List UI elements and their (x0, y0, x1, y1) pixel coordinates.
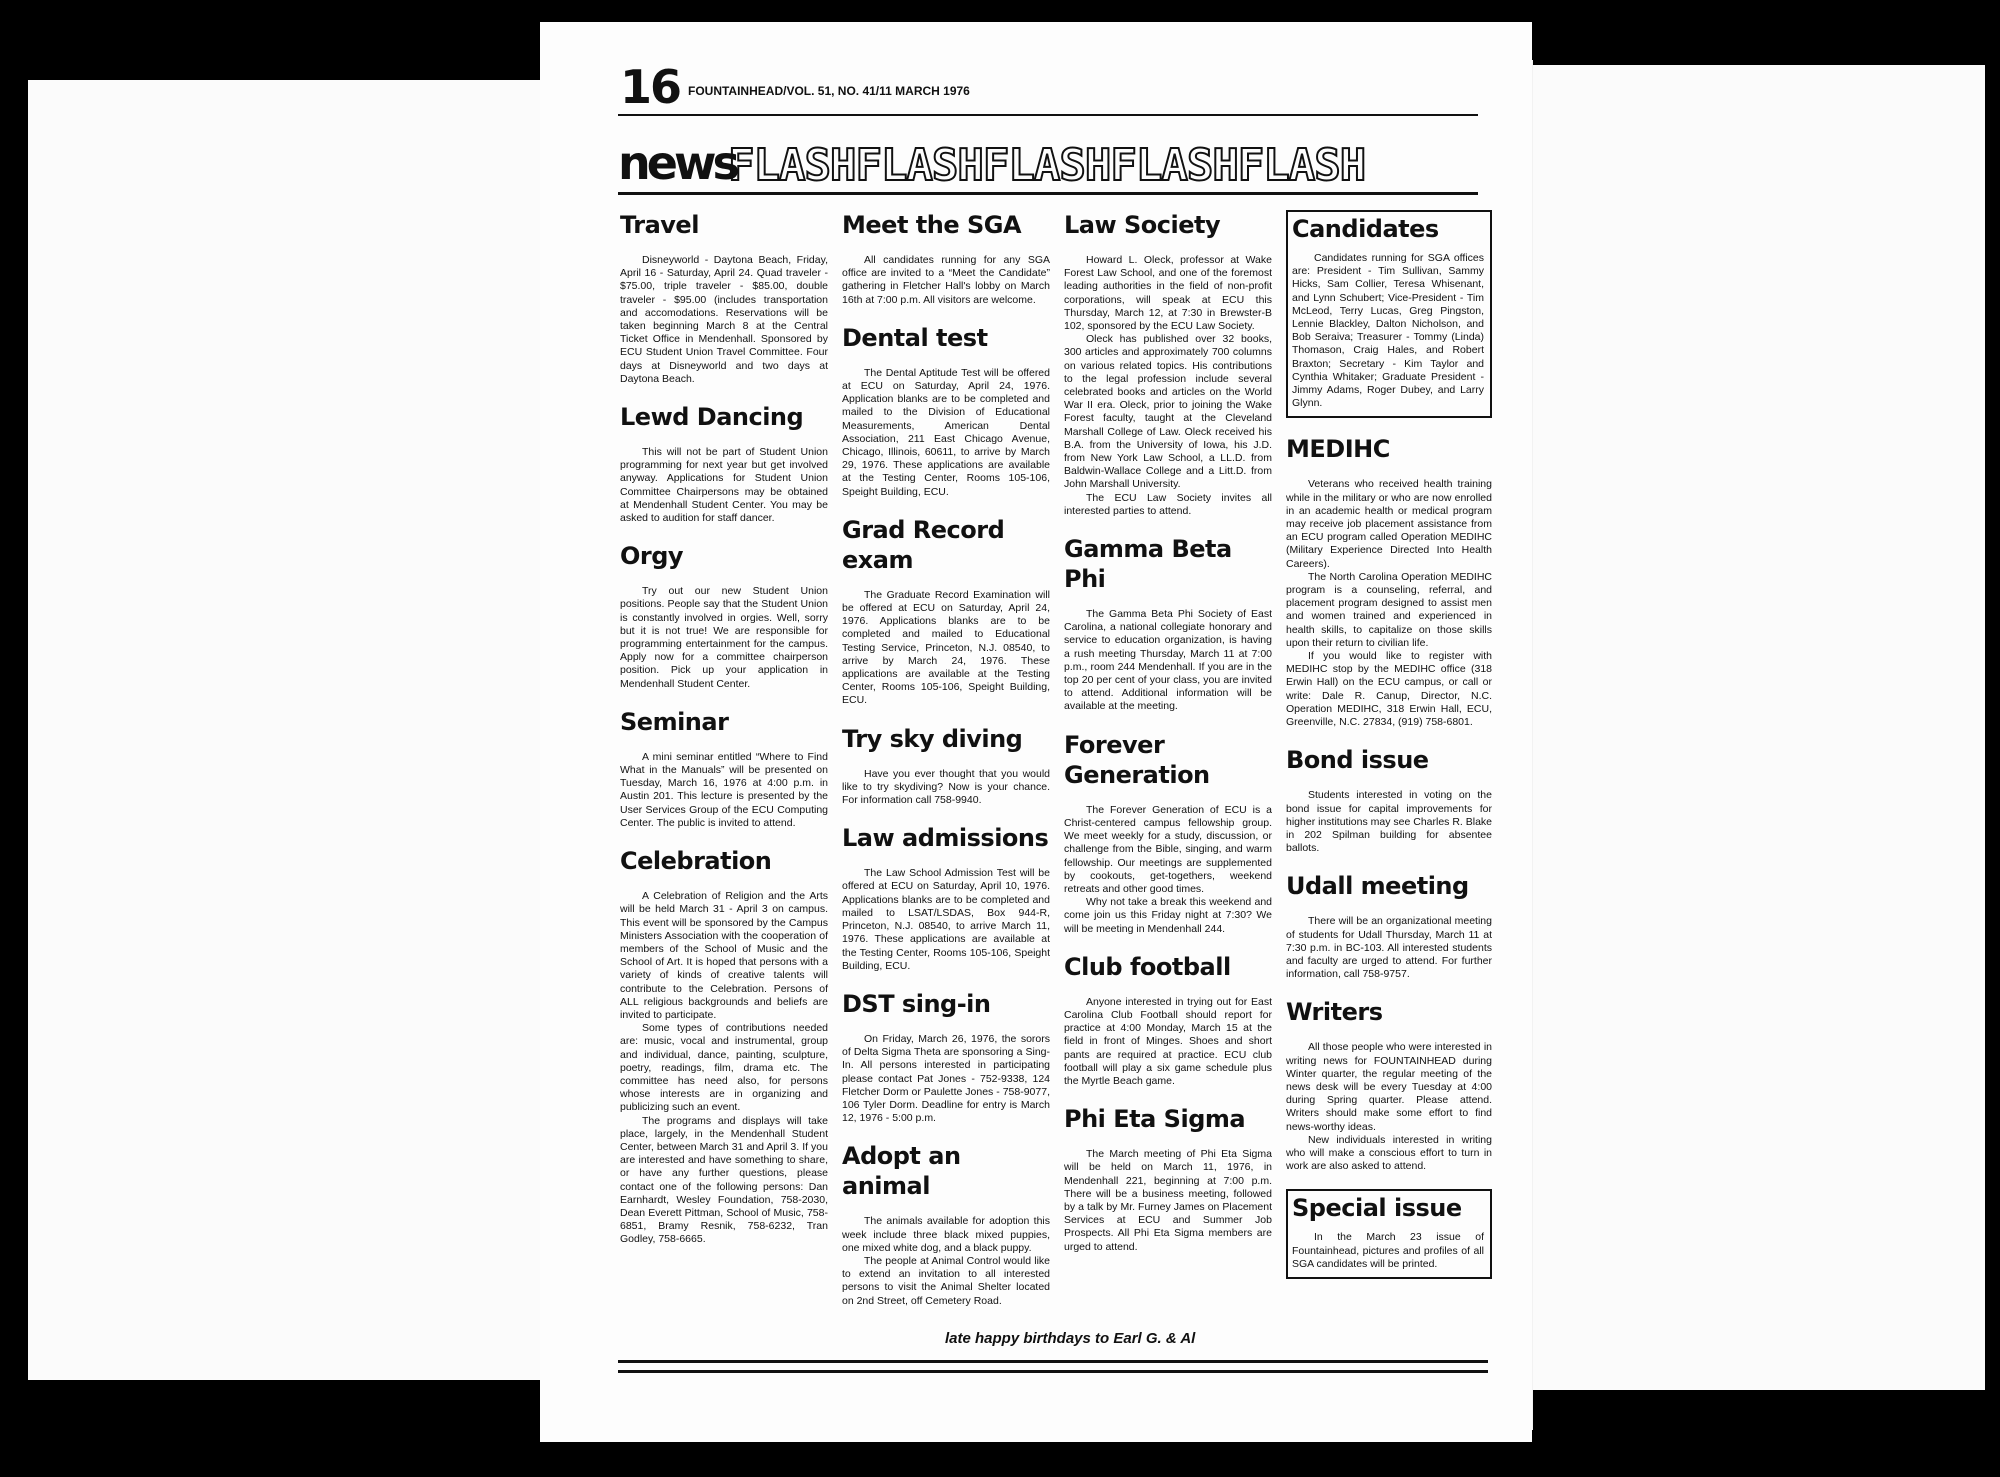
article (842, 210, 1050, 307)
article-title: MEDIHC (1286, 435, 1390, 464)
article-paragraph: Have you ever thought that you would like to try skydiving? Now is your chance. For information call 758-9940. (842, 767, 1050, 807)
article (842, 724, 1050, 808)
article-paragraph: Veterans who received health training while in the military or who are now enrolled in an academic health or medical program may receive job placement assistance from an ECU program called Operation MEDIHC (Military Experience Directed Into Health Careers). (1286, 478, 1492, 570)
article-title: Orgy (620, 542, 684, 571)
article-paragraph: The North Carolina Operation MEDIHC program is a counseling, referral, and placement program designed to assist men and women trained and experienced in health skills, to capitalize on those skills upon their return to civilian life. (1286, 570, 1492, 649)
article-paragraph: All candidates running for any SGA office are invited to a “Meet the Candidate” gathering in Fletcher Hall's lobby on March 16th at 7:00 p.m. All visitors are welcome. (842, 254, 1050, 306)
article (620, 402, 828, 525)
masthead-rule (618, 192, 1478, 195)
column-2 (842, 210, 1050, 1324)
article (1286, 1189, 1492, 1279)
birthday-note: late happy birthdays to Earl G. & Al (945, 1330, 1196, 1347)
article-paragraph: The programs and displays will take place, largely, in the Mendenhall Student Center, between March 31 and April 3. If you are interested and have something to share, or have any further questions, please contact one of the following persons: Dan Earnhardt, Wesley Foundation, 758-2030, Dean Everett Pittman, School of Music, 758-6851, Bramy Resnik, 758-6232, Tran Godley, 758-6665. (620, 1114, 828, 1246)
article-title: Dental test (842, 323, 988, 352)
article-title: Club football (1064, 952, 1231, 981)
article-title: Travel (620, 211, 699, 239)
article (1064, 534, 1272, 714)
article (620, 707, 828, 830)
article-paragraph: The March meeting of Phi Eta Sigma will be held on March 11, 1976, in Mendenhall 221, beginning at 7:00 p.m. There will be a business meeting, followed by a talk by Mr. Furney James on Placement Services at ECU and Summer Job Prospects. All Phi Eta Sigma members are urged to attend. (1064, 1148, 1272, 1253)
article-paragraph: The Gamma Beta Phi Society of East Carolina, a national collegiate honorary and service to education organization, is having a rush meeting Thursday, March 11 at 7:00 p.m., room 244 Mendenhall. If you are in the top 20 per cent of your class, you are invited to attend. Additional information will be available at the meeting. (1064, 608, 1272, 713)
article-paragraph: If you would like to register with MEDIHC stop by the MEDIHC office (318 Erwin Hall) on the ECU campus, or call or write: Dale R. Canup, Director, N.C. Operation MEDIHC, 318 Erwin Hall, ECU, Greenville, N.C. 27834, (919) 758-6801. (1286, 650, 1492, 729)
article-title: Meet the SGA (842, 211, 1022, 239)
article (1064, 1104, 1272, 1254)
article-title: Writers (1286, 998, 1383, 1027)
article-paragraph: The Forever Generation of ECU is a Christ-centered campus fellowship group. We meet weekly for a study, discussion, or challenge from the Bible, singing, and warm fellowship. Our meetings are supplemented by cookouts, get-togethers, weekend retreats and other good times. (1064, 803, 1272, 895)
article-title: Gamma Beta Phi (1064, 535, 1232, 594)
footer-rule-top (618, 1360, 1488, 1363)
column-3 (1064, 210, 1272, 1270)
header-rule (618, 114, 1478, 116)
article-title: Grad Record exam (842, 515, 1005, 574)
article (842, 989, 1050, 1125)
column-1 (620, 210, 828, 1263)
newspaper-page (540, 22, 1532, 1442)
article (620, 846, 828, 1246)
article-title: Bond issue (1286, 746, 1429, 775)
article-title: Seminar (620, 707, 729, 736)
article-paragraph: A mini seminar entitled “Where to Find What in the Manuals” will be presented on Tuesday, March 16, 1976 at 4:00 p.m. in Austin 201. This lecture is presented by the User Services Group of the ECU Computing Center. The public is invited to attend. (620, 750, 828, 829)
masthead (618, 136, 1518, 195)
article-title: Law admissions (842, 824, 1049, 853)
article-title: Special issue (1292, 1194, 1462, 1223)
article-title: Law Society (1064, 211, 1221, 239)
page-number: 16 (620, 60, 681, 114)
article-paragraph: All those people who were interested in writing news for FOUNTAINHEAD during Winter quarter, the regular meeting of the news desk will be every Tuesday at 4:00 during Spring quarter. Please attend. Writers should make some effort to find news-worthy ideas. (1286, 1041, 1492, 1133)
article-title: Adopt an animal (842, 1142, 961, 1201)
article-paragraph: Anyone interested in trying out for East Carolina Club Football should report for practice at 4:00 Monday, March 15 at the field in front of Minges. Shoes and short pants are required at practice. ECU club football will play a six game schedule plus the Myrtle Beach game. (1064, 995, 1272, 1087)
article-paragraph: On Friday, March 26, 1976, the sorors of Delta Sigma Theta are sponsoring a Sing-In. All persons interested in participating please contact Pat Jones - 752-9338, 124 Fletcher Dorm or Paulette Jones - 758-9077, 106 Tyler Dorm. Deadline for entry is March 12, 1976 - 5:00 p.m. (842, 1032, 1050, 1125)
article-title: DST sing-in (842, 989, 991, 1018)
issue-line: FOUNTAINHEAD/VOL. 51, NO. 41/11 MARCH 1976 (688, 84, 970, 98)
article-title: Udall meeting (1286, 872, 1469, 901)
article-title: Celebration (620, 847, 772, 876)
article (1286, 871, 1492, 981)
article-paragraph: The animals available for adoption this week include three black mixed puppies, one mixed white dog, and a black puppy. (842, 1215, 1050, 1254)
footer-rule-bottom (618, 1370, 1488, 1373)
masthead-flash: FLASHFLASHFLASHFLASHFLASH (728, 140, 1366, 191)
article-title: Candidates (1292, 215, 1439, 243)
article-paragraph: The ECU Law Society invites all interested parties to attend. (1064, 491, 1272, 517)
article (620, 210, 828, 386)
article-title: Forever Generation (1064, 730, 1210, 789)
column-4 (1286, 210, 1492, 1295)
article (1064, 952, 1272, 1088)
article (1286, 745, 1492, 855)
article-paragraph: A Celebration of Religion and the Arts will be held March 31 - April 3 on campus. This event will be sponsored by the Campus Ministers Association with the cooperation of members of the School of Music and the School of Art. It is hoped that persons with a variety of kinds of creative talents will contribute to the Celebration. Persons of ALL religious backgrounds and beliefs are invited to participate. (620, 890, 828, 1021)
article-paragraph: Disneyworld - Daytona Beach, Friday, April 16 - Saturday, April 24. Quad traveler - $75.00, triple traveler - $85.00, double traveler - $95.00 (includes transportation and accomodations. Reservations will be taken beginning March 8 at the Central Ticket Office in Mendenhall. Sponsored by ECU Student Union Travel Committee. Four days at Disneyworld and two days at Daytona Beach. (620, 254, 828, 385)
article-paragraph: Students interested in voting on the bond issue for capital improvements for higher institutions may see Charles R. Blake in 202 Spilman building for absentee ballots. (1286, 789, 1493, 855)
article-paragraph: The Graduate Record Examination will be offered at ECU on Saturday, April 24, 1976. Applications blanks are to be completed and mailed to Educational Testing Service, Princeton, N.J. 08540, to arrive by March 24, 1976. These applications are available at the Testing Center, Rooms 105-106, Speight Building, ECU. (842, 588, 1050, 707)
article-paragraph: Some types of contributions needed are: music, vocal and instrumental, group and individual, dance, painting, sculpture, poetry, readings, film, drama etc. The committee has need also, for persons whose interests are in organizing and publicizing such an event. (620, 1022, 828, 1114)
article (1286, 434, 1492, 729)
article (1286, 997, 1492, 1173)
article-paragraph: This will not be part of Student Union programming for next year but get involved anyway. Applications for Student Union Committee Chairpersons may be obtained at Mendenhall Student Center. You may be asked to audition for staff dancer. (620, 446, 828, 525)
article-title: Phi Eta Sigma (1064, 1105, 1246, 1134)
article-paragraph: The Dental Aptitude Test will be offered at ECU on Saturday, April 24, 1976. Application blanks are to be completed and mailed to the Division of Educational Measurements, American Dental Association, 211 East Chicago Avenue, Chicago, Illinois, 60611, to arrive by March 29, 1976. These applications are available at the Testing Center, Rooms 105-106, Speight Building, ECU. (842, 366, 1050, 498)
article-paragraph: In the March 23 issue of Fountainhead, pictures and profiles of all SGA candidates will be printed. (1292, 1231, 1484, 1270)
article-paragraph: Howard L. Oleck, professor at Wake Forest Law School, and one of the foremost leading authorities in the field of non-profit corporations, will speak at ECU this Thursday, March 12, at 7:30 in Brewster-B 102, sponsored by the ECU Law Society. (1064, 254, 1272, 333)
article-paragraph: New individuals interested in writing who will make a conscious effort to turn in work are also asked to attend. (1286, 1133, 1492, 1173)
article (1286, 210, 1492, 418)
article-paragraph: There will be an organizational meeting of students for Udall Thursday, March 11 at 7:30 p.m. in BC-103. All interested students and faculty are urged to attend. For further information, call 758-9757. (1286, 915, 1492, 981)
background-sheet-right (1470, 65, 1985, 1390)
article (842, 823, 1050, 973)
article-paragraph: Oleck has published over 32 books, 300 articles and approximately 700 columns on various related topics. His contributions to the legal profession include several celebrated books and articles on the World War II era. Oleck, prior to joining the Wake Forest faculty, taught at the Cleveland Marshall College of Law. Oleck received his B.A. from the University of Iowa, his J.D. from New York Law School, a LL.D. from Baldwin-Wallace College and a Litt.D. from John Marshall University. (1064, 333, 1272, 491)
article-paragraph: Why not take a break this weekend and come join us this Friday night at 7:30? We will be meeting in Mendenhall 244. (1064, 896, 1272, 935)
article-title: Lewd Dancing (620, 403, 804, 432)
article (620, 541, 828, 691)
article-title: Try sky diving (842, 724, 1023, 753)
article (842, 323, 1050, 499)
article (842, 515, 1050, 708)
article-paragraph: The Law School Admission Test will be offered at ECU on Saturday, April 10, 1976. Applications blanks are to be completed and mailed to LSAT/LSDAS, Box 944-R, Princeton, N.J. 08540, to arrive March 11, 1976. These applications are available at the Testing Center, Rooms 105-106, Speight Building, ECU. (842, 867, 1050, 972)
masthead-news: news (618, 136, 736, 190)
article (1064, 730, 1272, 936)
article-paragraph: The people at Animal Control would like to extend an invitation to all interested persons to visit the Animal Shelter located on 2nd Street, off Cemetery Road. (842, 1254, 1050, 1307)
article (842, 1141, 1050, 1307)
article-paragraph: Try out our new Student Union positions. People say that the Student Union is constantly involved in orgies. Well, sorry but it is not true! We are responsible for programming entertainment for the campus. Apply now for a committee chairperson position. Pick up your application in Mendenhall Student Center. (620, 585, 828, 690)
page-header (620, 62, 1480, 112)
article (1064, 210, 1272, 518)
background-sheet-left (28, 80, 603, 1380)
article-paragraph: Candidates running for SGA offices are: President - Tim Sullivan, Sammy Hicks, Sam Collier, Teresa Whisenant, and Lynn Schubert; Vice-President - Tim McLeod, Terry Lucas, Greg Pingston, Lennie Blackley, Dalton Nicholson, and Bob Seraiva; Treasurer - Tommy (Linda) Thomason, Craig Hales, and Robert Braxton; Secretary - Kim Taylor and Cynthia Whitaker; Graduate President - Jimmy Adams, Roger Dubey, and Larry Glynn. (1292, 252, 1484, 410)
